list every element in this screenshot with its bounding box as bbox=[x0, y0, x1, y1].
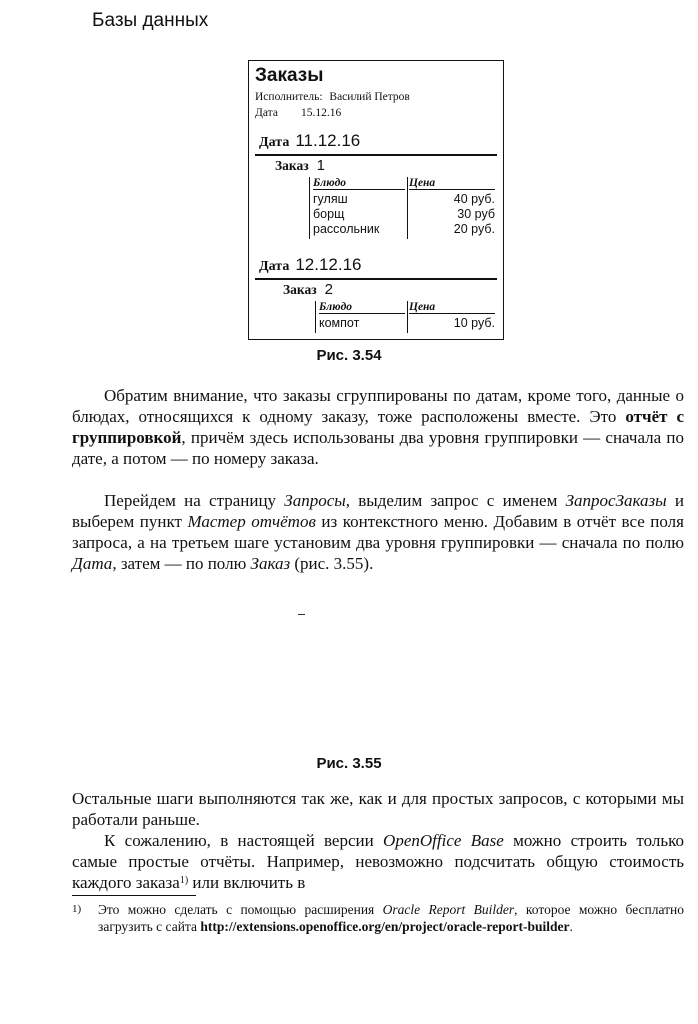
text-run: и выберем пункт bbox=[72, 491, 684, 531]
footnote-rule bbox=[72, 895, 196, 896]
paragraph-2 bbox=[72, 490, 684, 574]
price-cell: 20 руб. bbox=[453, 222, 495, 236]
text-run: можно строить только самые простые отчёты. Например, невозможно подсчитать общую стоимость каждого заказа bbox=[72, 831, 684, 892]
report-date-line bbox=[255, 107, 342, 119]
dish-cell: компот bbox=[319, 316, 360, 330]
figure-placeholder-mark bbox=[298, 614, 305, 615]
performer-label: Исполнитель: bbox=[255, 91, 323, 103]
footnote-text bbox=[72, 901, 684, 935]
group-order-2 bbox=[283, 281, 333, 298]
dish-cell: рассольник bbox=[313, 222, 380, 236]
report-date-label: Дата bbox=[255, 107, 278, 119]
text-run: из контекстного меню. Добавим в отчёт все поля запроса, а на третьем шаге установим два уровня группировки — сначала по полю bbox=[72, 512, 684, 552]
table-vline bbox=[407, 301, 408, 333]
footnote-ref: 1) bbox=[179, 875, 189, 886]
dish-table-1 bbox=[309, 177, 499, 241]
italic-term: Oracle Report Builder bbox=[382, 902, 515, 917]
text-run: Это можно сделать с помощью расширения bbox=[98, 902, 383, 917]
footnote bbox=[72, 901, 684, 935]
text-run: К сожалению, в настоящей версии bbox=[104, 831, 384, 850]
performer-value: Василий Петров bbox=[329, 91, 410, 103]
figure-caption-355: Рис. 3.55 bbox=[316, 755, 382, 772]
text-run: , выделим запрос с именем bbox=[345, 491, 566, 510]
col-price-header: Цена bbox=[409, 301, 495, 314]
text-run: или включить в bbox=[188, 873, 306, 892]
order-label: Заказ bbox=[275, 158, 309, 173]
text-run: (рис. 3.55). bbox=[290, 554, 374, 573]
italic-term: Мастер отчётов bbox=[187, 512, 316, 531]
order-value: 1 bbox=[316, 157, 325, 174]
text-run: . bbox=[569, 919, 573, 934]
italic-term: OpenOffice Base bbox=[383, 831, 504, 850]
group-date-value: 12.12.16 bbox=[295, 255, 362, 274]
order-value: 2 bbox=[324, 281, 333, 298]
italic-term: Дата bbox=[72, 554, 113, 573]
col-dish-header: Блюдо bbox=[313, 177, 405, 190]
group-date-label: Дата bbox=[259, 135, 290, 150]
dish-cell: борщ bbox=[313, 207, 345, 221]
text-run: Обратим внимание, что заказы сгруппированы по датам, кроме того, данные о блюдах, относящихся к одному заказу, тоже расположены вместе. Это bbox=[72, 386, 684, 426]
paragraph-3 bbox=[72, 788, 684, 830]
table-vline bbox=[315, 301, 316, 333]
bold-term: отчёт с группировкой bbox=[72, 407, 685, 447]
italic-term: Запросы bbox=[284, 491, 346, 510]
group-divider bbox=[255, 278, 497, 280]
dish-cell: гуляш bbox=[313, 192, 348, 206]
dish-table-2 bbox=[315, 301, 499, 335]
price-cell: 40 руб. bbox=[453, 192, 495, 206]
col-dish-header: Блюдо bbox=[319, 301, 405, 314]
figure-caption-354: Рис. 3.54 bbox=[316, 347, 382, 364]
running-header: Базы данных bbox=[92, 10, 209, 31]
group-date-value: 11.12.16 bbox=[295, 131, 361, 150]
group-date-2 bbox=[259, 255, 362, 275]
paragraph-4 bbox=[72, 830, 684, 893]
footnote-url[interactable]: http://extensions.openoffice.org/en/project/oracle-report-builder bbox=[200, 919, 570, 934]
order-label: Заказ bbox=[283, 282, 317, 297]
group-order-1 bbox=[275, 157, 325, 174]
report-title: Заказы bbox=[255, 65, 324, 86]
text-run: , причём здесь использованы два уровня группировки — сначала по дате, а потом — по номеру заказа. bbox=[72, 428, 684, 468]
text-run: Остальные шаги выполняются так же, как и для простых запросов, с которыми мы работали раньше. bbox=[72, 789, 684, 829]
text-run: , затем — по полю bbox=[112, 554, 251, 573]
table-vline bbox=[407, 177, 408, 239]
italic-term: Заказ bbox=[250, 554, 291, 573]
group-divider bbox=[255, 154, 497, 156]
report-date-value: 15.12.16 bbox=[301, 107, 342, 119]
italic-term: ЗапросЗаказы bbox=[565, 491, 667, 510]
report-performer-line bbox=[255, 91, 410, 103]
footnote-mark: 1) bbox=[72, 903, 82, 915]
group-date-1 bbox=[259, 131, 360, 151]
table-vline bbox=[309, 177, 310, 239]
price-cell: 30 руб bbox=[457, 207, 495, 221]
text-run: , которое можно бесплатно загрузить с сайта bbox=[98, 902, 684, 934]
col-price-header: Цена bbox=[409, 177, 495, 190]
text-run: Перейдем на страницу bbox=[104, 491, 285, 510]
price-cell: 10 руб. bbox=[453, 316, 495, 330]
report-figure bbox=[248, 60, 504, 340]
group-date-label: Дата bbox=[259, 259, 290, 274]
paragraph-1 bbox=[72, 385, 684, 469]
